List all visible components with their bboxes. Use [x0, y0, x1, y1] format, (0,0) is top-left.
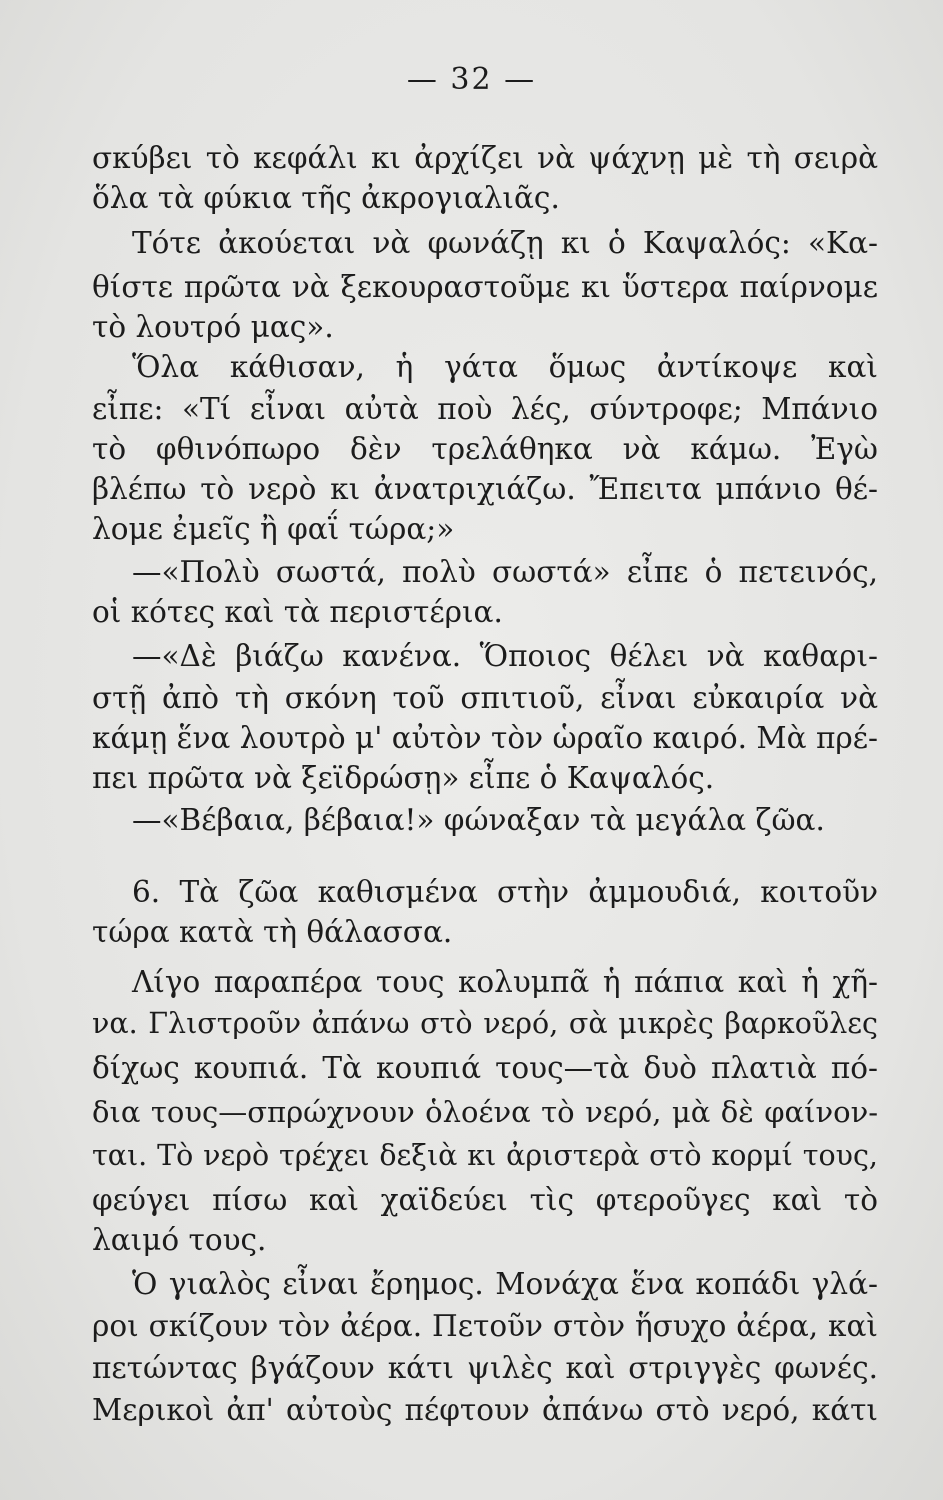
text-line: τώρα κατὰ τὴ θάλασσα.: [92, 915, 453, 949]
text-line: ροι σκίζουν τὸν ἀέρα. Πετοῦν στὸν ἥσυχο ἀέρα, καὶ: [92, 1309, 878, 1343]
text-line: δίχως κουπιά. Τὰ κουπιά τους—τὰ δυὸ πλατιὰ πό-: [92, 1051, 878, 1085]
text-line: κάμῃ ἕνα λουτρὸ μ' αὐτὸν τὸν ὡραῖο καιρό. Μὰ πρέ-: [92, 721, 878, 755]
text-line: Λίγο παραπέρα τους κολυμπᾶ ἡ πάπια καὶ ἡ χῆ-: [132, 965, 878, 999]
text-line: —«Δὲ βιάζω κανένα. Ὅποιος θέλει νὰ καθαρι-: [132, 639, 878, 673]
text-line: Τότε ἀκούεται νὰ φωνάζῃ κι ὁ Καψαλός: «Κα-: [132, 226, 878, 260]
text-line: τὸ λουτρό μας».: [92, 310, 334, 344]
text-line: βλέπω τὸ νερὸ κι ἀνατριχιάζω. Ἔπειτα μπάνιο θέ-: [92, 472, 878, 506]
page-number: — 32 —: [406, 62, 537, 97]
text-line: εἶπε: «Τί εἶναι αὐτὰ ποὺ λές, σύντροφε; Μπάνιο: [92, 392, 878, 426]
text-line: φεύγει πίσω καὶ χαϊδεύει τὶς φτεροῦγες καὶ τὸ: [92, 1183, 878, 1217]
text-line: πει πρῶτα νὰ ξεϊδρώσῃ» εἶπε ὁ Καψαλός.: [92, 761, 715, 795]
text-line: πετώντας βγάζουν κάτι ψιλὲς καὶ στριγγὲς φωνές.: [92, 1351, 878, 1385]
text-line: —«Πολὺ σωστά, πολὺ σωστά» εἶπε ὁ πετεινός,: [132, 555, 878, 589]
text-line: λαιμό τους.: [92, 1223, 267, 1257]
text-line: σκύβει τὸ κεφάλι κι ἀρχίζει νὰ ψάχνῃ μὲ τὴ σειρὰ: [92, 141, 878, 175]
text-line: στῇ ἀπὸ τὴ σκόνη τοῦ σπιτιοῦ, εἶναι εὐκαιρία νὰ: [92, 681, 878, 715]
text-line: θίστε πρῶτα νὰ ξεκουραστοῦμε κι ὕστερα παίρνομε: [92, 270, 878, 304]
text-line: ται. Τὸ νερὸ τρέχει δεξιὰ κι ἀριστερὰ στὸ κορμί τους,: [92, 1139, 878, 1172]
text-line: Μερικοὶ ἀπ' αὐτοὺς πέφτουν ἀπάνω στὸ νερό, κάτι: [92, 1393, 878, 1427]
text-line: ὅλα τὰ φύκια τῆς ἀκρογιαλιᾶς.: [92, 181, 560, 215]
text-line: 6. Τὰ ζῶα καθισμένα στὴν ἀμμουδιά, κοιτοῦν: [132, 875, 878, 909]
text-line: οἱ κότες καὶ τὰ περιστέρια.: [92, 595, 503, 629]
text-line: Ὅλα κάθισαν, ἡ γάτα ὅμως ἀντίκοψε καὶ: [132, 350, 878, 384]
text-line: δια τους—σπρώχνουν ὁλοένα τὸ νερό, μὰ δὲ φαίνον-: [92, 1095, 878, 1129]
text-line: τὸ φθινόπωρο δὲν τρελάθηκα νὰ κάμω. Ἐγὼ: [92, 432, 878, 466]
text-line: —«Βέβαια, βέβαια!» φώναξαν τὰ μεγάλα ζῶα.: [132, 803, 825, 837]
text-line: λομε ἐμεῖς ἢ φαΐ τώρα;»: [92, 512, 455, 546]
text-line: Ὁ γιαλὸς εἶναι ἔρημος. Μονάχα ἕνα κοπάδι γλά-: [132, 1267, 878, 1301]
text-line: να. Γλιστροῦν ἀπάνω στὸ νερό, σὰ μικρὲς βαρκοῦλες: [92, 1007, 878, 1040]
